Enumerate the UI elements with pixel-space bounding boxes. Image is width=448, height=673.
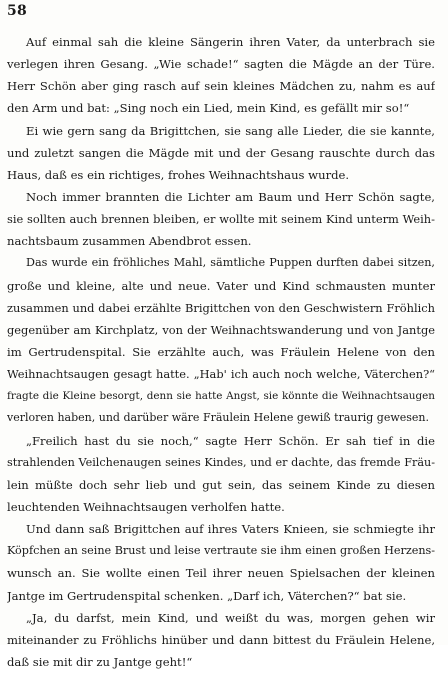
text-line: nachtsbaum zusammen Abendbrot essen. bbox=[7, 234, 252, 249]
text-line: „Freilich hast du sie noch,“ sagte Herr Schön. Er sah tief in die bbox=[26, 433, 435, 448]
text-line: den Arm und bat: „Sing noch ein Lied, mein Kind, es gefällt mir so!“ bbox=[7, 101, 410, 116]
paragraph bbox=[7, 186, 435, 252]
text-line: leuchtenden Weihnachtsaugen verholfen hatte. bbox=[7, 499, 285, 514]
text-line: wunsch an. Sie wollte einen Teil ihrer neuen Spielsachen der kleinen bbox=[7, 566, 435, 581]
text-line: Auf einmal sah die kleine Sängerin ihren Vater, da unterbrach sie bbox=[26, 35, 435, 49]
text-line: Ei wie gern sang da Brigittchen, sie sang alle Lieder, die sie kannte, bbox=[26, 123, 435, 138]
text-line: große und kleine, alte und neue. Vater und Kind schmausten munter bbox=[7, 278, 435, 293]
paragraph bbox=[7, 518, 435, 607]
text-line: miteinander zu Fröhlichs hinüber und dann bittest du Fräulein Helene, bbox=[7, 632, 435, 647]
paragraph bbox=[7, 120, 435, 186]
text-line: daß sie mit dir zu Jantge geht!“ bbox=[7, 654, 193, 669]
paragraph bbox=[7, 430, 435, 519]
text-line: strahlenden Veilchenaugen seines Kindes, und er dachte, das fremde Fräu- bbox=[7, 455, 435, 469]
text-line: verloren haben, und darüber wäre Fräulein Helene gewiß traurig gewesen. bbox=[7, 411, 429, 425]
text-line: und zuletzt sangen die Mägde mit und der Gesang rauschte durch das bbox=[7, 145, 435, 160]
text-line: zusammen und dabei erzählte Brigittchen von den Geschwistern Fröhlich bbox=[7, 300, 435, 315]
text-line: Das wurde ein fröhliches Mahl, sämtliche Puppen durften dabei sitzen, bbox=[26, 256, 435, 270]
text-line: Jantge im Gertrudenspital schenken. „Darf ich, Väterchen?“ bat sie. bbox=[7, 588, 407, 603]
text-line: gegenüber am Kirchplatz, von der Weihnachtswanderung und von Jantge bbox=[7, 322, 435, 337]
text-line: Weihnachtsaugen gesagt hatte. „Hab' ich auch noch welche, Väterchen?“ bbox=[7, 367, 435, 382]
body-text bbox=[7, 31, 435, 673]
text-line: Haus, daß es ein richtiges, frohes Weihnachtshaus wurde. bbox=[7, 167, 350, 182]
text-line: im Gertrudenspital. Sie erzählte auch, was Fräulein Helene von den bbox=[7, 344, 435, 359]
page-number: 58 bbox=[7, 3, 28, 19]
text-line: Köpfchen an seine Brust und leise vertraute sie ihm einen großen Herzens- bbox=[7, 544, 435, 558]
text-line: Herr Schön aber ging rasch auf sein kleines Mädchen zu, nahm es auf bbox=[7, 79, 435, 94]
text-line: Noch immer brannten die Lichter am Baum und Herr Schön sagte, bbox=[26, 189, 435, 204]
text-line: „Ja, du darfst, mein Kind, und weißt du was, morgen gehen wir bbox=[26, 610, 435, 625]
text-line: fragte die Kleine besorgt, denn sie hatte Angst, sie könnte die Weihnachtsaugen bbox=[7, 390, 435, 403]
text-line: Und dann saß Brigittchen auf ihres Vaters Knieen, sie schmiegte ihr bbox=[26, 522, 435, 537]
paragraph bbox=[7, 607, 435, 673]
text-line: verlegen ihren Gesang. „Wie schade!“ sagten die Mägde an der Türe. bbox=[7, 57, 435, 72]
paragraph bbox=[7, 31, 435, 120]
text-line: lein müßte doch sehr lieb und gut sein, das seinem Kinde zu diesen bbox=[7, 477, 435, 492]
text-line: sie sollten auch brennen bleiben, er wollte mit seinem Kind unterm Weih- bbox=[7, 212, 435, 227]
paragraph bbox=[7, 252, 435, 429]
